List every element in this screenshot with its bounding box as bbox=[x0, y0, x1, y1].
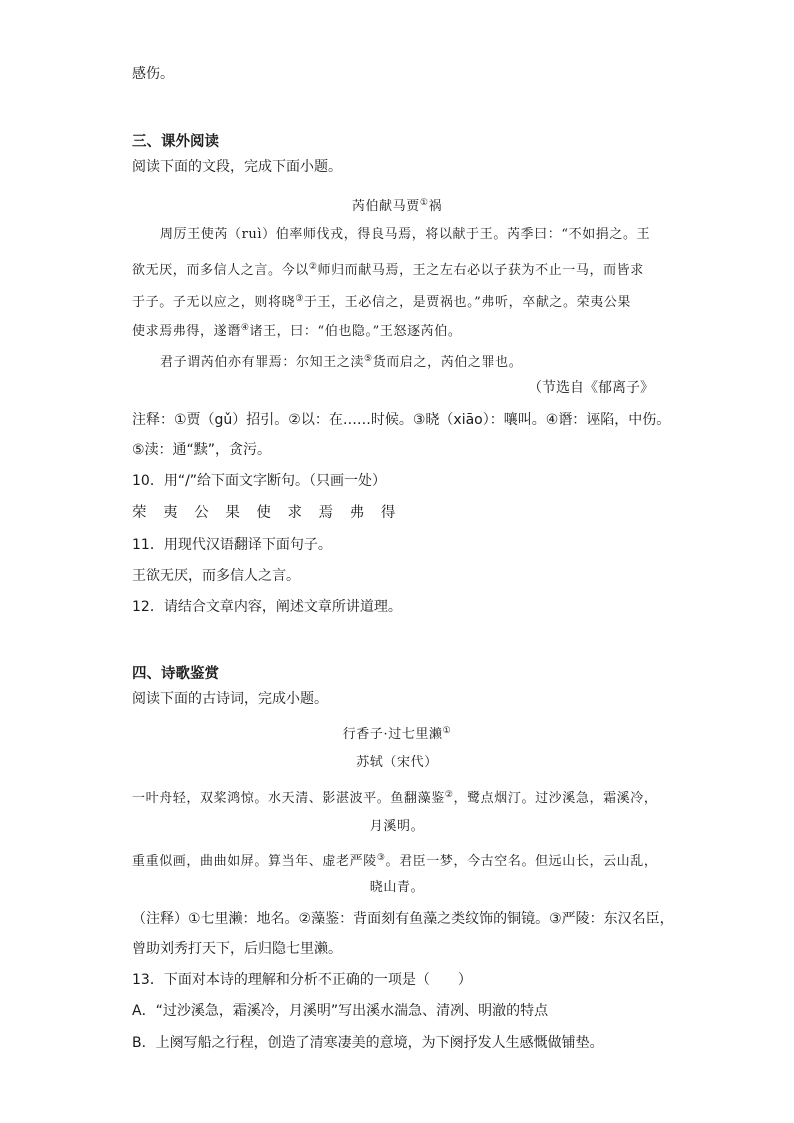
option-b: B．上阕写船之行程，创造了清寒凄美的意境，为下阕抒发人生感慨做铺垫。 bbox=[132, 1035, 604, 1051]
footnote-marker: ① bbox=[442, 726, 452, 736]
section-instruction-4: 阅读下面的古诗词，完成小题。 bbox=[132, 691, 328, 707]
poem-line-1 bbox=[132, 785, 658, 809]
annotation-line-1: 注释：①贾（gǔ）招引。②以：在……时候。③晓（xiāo）：嚷叫。④谮：诬陷，中伤。 bbox=[132, 412, 671, 428]
footnote-marker: ② bbox=[308, 262, 318, 272]
section-heading-3: 三、课外阅读 bbox=[132, 134, 219, 150]
poem-line-1-end: 月溪明。 bbox=[369, 819, 425, 834]
passage-segment: 诸王，曰：“伯也隐。”王怒逐芮伯。 bbox=[249, 324, 462, 339]
footnote-marker: ③ bbox=[376, 853, 386, 863]
passage-title-text: 芮伯献马贾 bbox=[351, 199, 420, 214]
question-11: 11．用现代汉语翻译下面句子。 bbox=[132, 537, 332, 553]
passage-segment: 君子谓芮伯亦有罪焉：尔知王之渎 bbox=[160, 355, 365, 370]
annotation-line-2: ⑤渎：通“黩”，贪污。 bbox=[132, 442, 272, 458]
footnote-marker: ② bbox=[444, 790, 454, 800]
poem-segment: 重重似画，曲曲如屏。算当年、虚老严陵 bbox=[132, 854, 377, 869]
poem-segment: 。君臣一梦，今古空名。但远山长，云山乱， bbox=[385, 854, 658, 869]
poem-line-2-end: 晓山青。 bbox=[369, 880, 425, 895]
section-instruction-3: 阅读下面的文段，完成下面小题。 bbox=[132, 159, 342, 175]
question-10: 10．用“/”给下面文字断句。（只画一处） bbox=[132, 473, 387, 489]
passage-title-end: 祸 bbox=[428, 199, 443, 214]
passage-segment: 师归而献马焉，王之左右必以子获为不止一马，而皆求 bbox=[317, 263, 644, 278]
footnote-marker: ⑤ bbox=[364, 354, 373, 364]
passage-title bbox=[0, 193, 794, 217]
poem-title bbox=[0, 721, 794, 745]
footnote-marker: ③ bbox=[295, 294, 304, 304]
question-10-text: 荣 夷 公 果 使 求 焉 弗 得 bbox=[132, 505, 402, 521]
passage-line-5 bbox=[160, 349, 522, 373]
poem-line-2 bbox=[132, 848, 658, 872]
passage-line-4 bbox=[132, 318, 461, 342]
passage-segment: 欲无厌，而多信人之言。今以 bbox=[132, 263, 309, 278]
passage-source: （节选自《郁离子》 bbox=[528, 380, 654, 396]
question-11-text: 王欲无厌，而多信人之言。 bbox=[132, 568, 300, 584]
passage-line-1: 周厉王使芮（ruì）伯率师伐戎，得良马焉，将以献于王。芮季曰：“不如捐之。王 bbox=[160, 227, 651, 242]
passage-line-3 bbox=[132, 289, 631, 313]
continued-text: 感伤。 bbox=[132, 66, 174, 82]
poem-title-text: 行香子·过七里濑 bbox=[342, 727, 443, 742]
question-12: 12．请结合文章内容，阐述文章所讲道理。 bbox=[132, 599, 402, 615]
passage-segment: 使求焉弗得，遂谮 bbox=[132, 324, 241, 339]
passage-segment: 于王，王必信之，是贾祸也。”弗听，卒献之。荣夷公果 bbox=[303, 295, 632, 310]
passage-segment: 货而启之，芮伯之罪也。 bbox=[372, 355, 523, 370]
footnote-marker: ④ bbox=[240, 323, 250, 333]
option-a: A．“过沙溪急，霜溪冷，月溪明”写出溪水湍急、清冽、明澈的特点 bbox=[132, 1003, 549, 1019]
question-13: 13．下面对本诗的理解和分析不正确的一项是（ ） bbox=[132, 972, 472, 988]
passage-segment: 于子。子无以应之，则将晓 bbox=[132, 295, 296, 310]
poem-segment: 一叶舟轻，双桨鸿惊。水天清、影湛波平。鱼翻藻鉴 bbox=[132, 791, 445, 806]
poem-annotation-1: （注释）①七里濑：地名。②藻鉴：背面刻有鱼藻之类纹饰的铜镜。③严陵：东汉名臣， bbox=[132, 911, 674, 927]
poem-annotation-2: 曾助刘秀打天下，后归隐七里濑。 bbox=[132, 941, 342, 957]
passage-line-2 bbox=[132, 257, 644, 281]
footnote-marker: ① bbox=[419, 198, 429, 208]
poem-author: 苏轼（宋代） bbox=[356, 755, 438, 770]
section-heading-4: 四、诗歌鉴赏 bbox=[132, 666, 219, 682]
poem-segment: ，鹭点烟汀。过沙溪急，霜溪冷， bbox=[453, 791, 658, 806]
